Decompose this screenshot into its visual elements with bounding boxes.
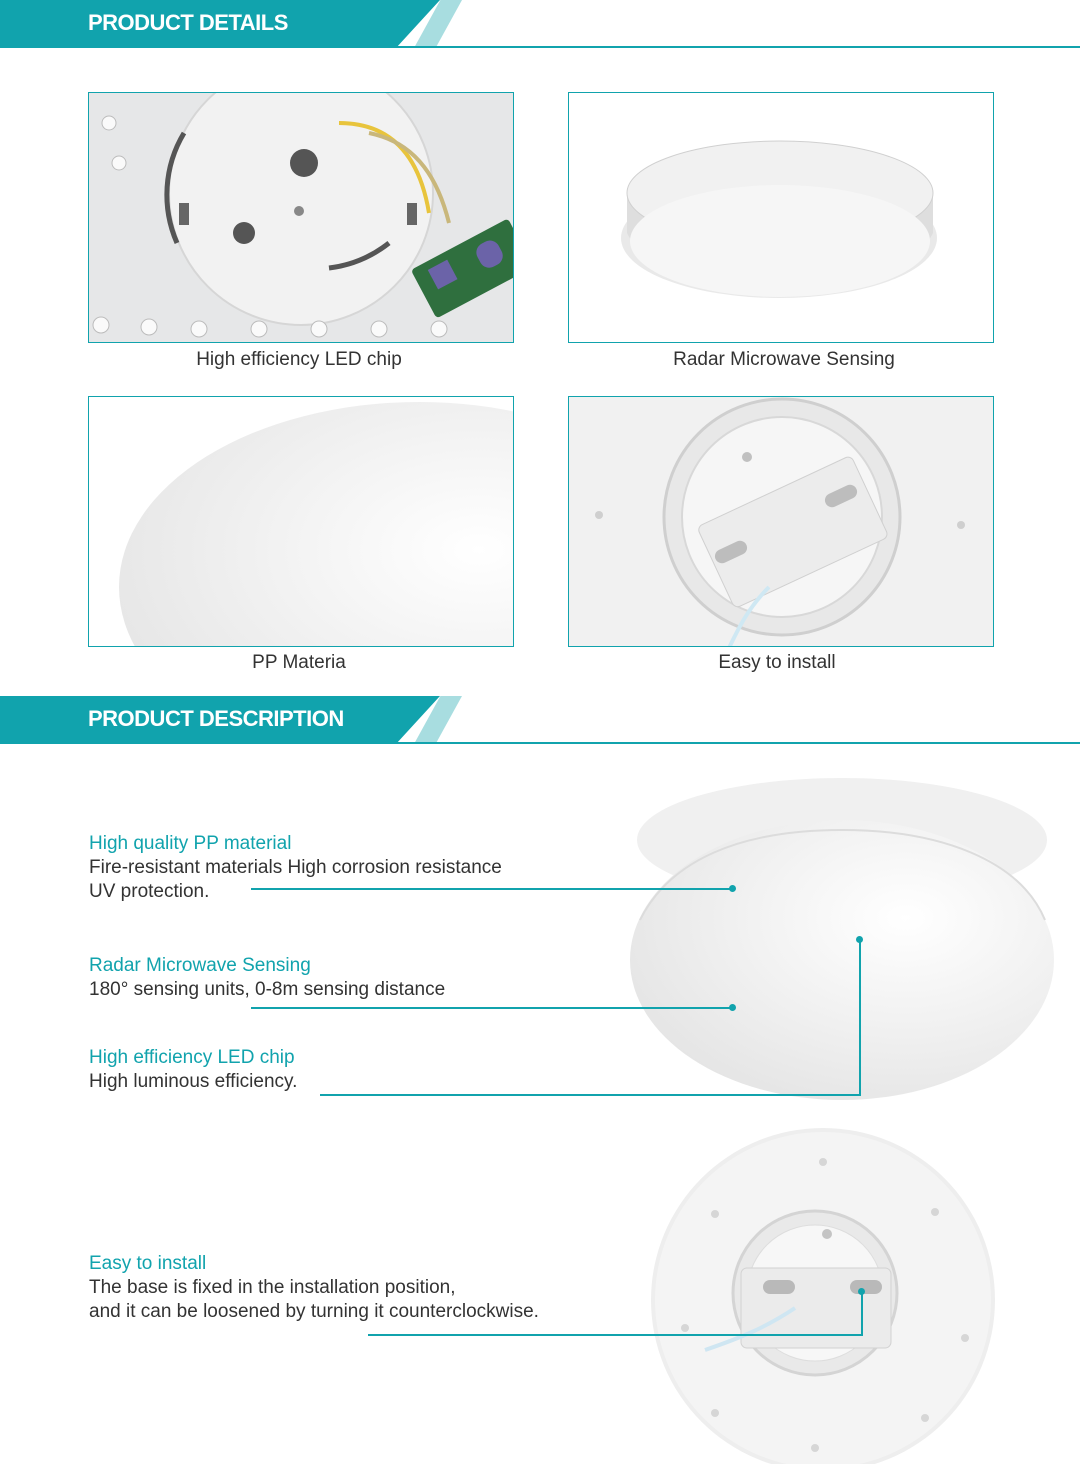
feature-text: 180° sensing units, 0-8m sensing distance [89,979,446,1000]
gallery-caption: PP Materia [252,652,346,673]
callout-dot [729,1004,736,1011]
sensor-light-photo [568,92,994,343]
feature-led-chip [89,1046,297,1094]
callout-dot [729,885,736,892]
callout-dot [856,936,863,943]
feature-title: Easy to install [89,1253,207,1274]
callout-line [320,1094,861,1096]
feature-text: Fire-resistant materials High corrosion resistance [89,857,502,878]
gallery-caption: Radar Microwave Sensing [673,349,895,370]
feature-text: and it can be loosened by turning it counterclockwise. [89,1301,539,1322]
callout-dot [858,1288,865,1295]
callout-line [251,1007,731,1009]
product-description-banner [0,696,1080,746]
feature-title: High efficiency LED chip [89,1047,295,1068]
callout-line [861,1292,863,1336]
callout-line [368,1334,863,1336]
feature-radar-sensing [89,954,445,1002]
callout-line [859,940,861,1096]
feature-text: The base is fixed in the installation position, [89,1277,456,1298]
led-chip-photo [88,92,514,343]
product-details-banner [0,0,1080,50]
feature-text: High luminous efficiency. [89,1071,298,1092]
install-base-photo [568,396,994,647]
feature-pp-material [89,832,502,904]
feature-title: High quality PP material [89,833,292,854]
callout-line [251,888,731,890]
section-title: PRODUCT DETAILS [88,10,288,35]
gallery-caption: Easy to install [718,652,836,673]
feature-easy-install [89,1252,539,1324]
mounting-base-image [645,1128,1025,1464]
gallery-caption: High efficiency LED chip [196,349,402,370]
light-fixture-image [620,770,1060,1110]
section-title: PRODUCT DESCRIPTION [88,706,344,731]
feature-text: UV protection. [89,881,210,902]
pp-material-photo [88,396,514,647]
feature-title: Radar Microwave Sensing [89,955,311,976]
